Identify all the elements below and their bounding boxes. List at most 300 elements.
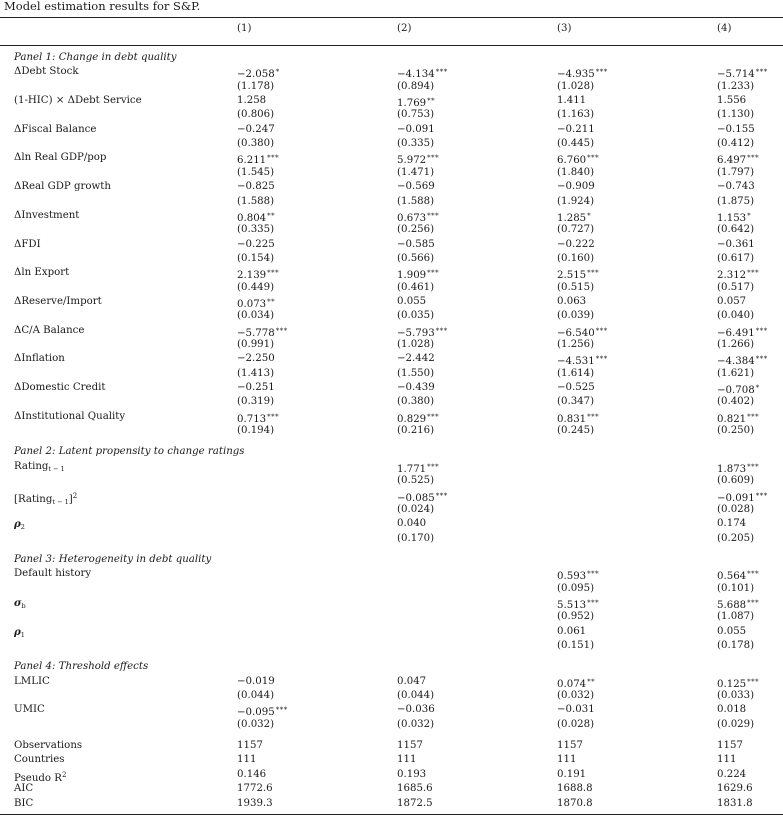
row-label-text: BIC	[14, 797, 34, 809]
estimate-cell	[557, 210, 591, 225]
significance-stars: ***	[595, 326, 608, 335]
column-header: (1)	[237, 23, 252, 34]
std-error-cell: (0.525)	[397, 475, 435, 487]
row-label	[14, 152, 106, 164]
significance-stars: ***	[267, 154, 280, 163]
std-error-cell: (0.033)	[717, 690, 755, 702]
estimate-value: −0.095	[237, 707, 275, 719]
significance-stars: **	[267, 297, 276, 306]
std-error-cell: (1.875)	[717, 195, 755, 207]
row-label-text: ΔDebt Stock	[14, 66, 79, 78]
std-error-cell: (1.797)	[717, 166, 755, 178]
estimate-cell	[397, 124, 435, 136]
estimate-value: 1.873	[717, 463, 747, 475]
stat-label	[14, 783, 33, 795]
row-label-text: ΔDomestic Credit	[14, 382, 106, 394]
stat-value: 0.193	[397, 768, 427, 780]
estimate-cell	[717, 461, 759, 476]
estimate-value: 6.211	[237, 155, 267, 167]
estimate-value: 2.312	[717, 270, 747, 282]
significance-stars: ***	[275, 326, 288, 335]
significance-stars: ***	[595, 68, 608, 77]
std-error-cell: (0.095)	[557, 582, 595, 594]
significance-stars: ***	[427, 412, 440, 421]
significance-stars: ***	[747, 462, 760, 471]
estimate-value: −5.714	[717, 69, 755, 81]
estimate-value: −0.031	[557, 704, 595, 716]
estimate-cell	[397, 152, 439, 167]
row-label	[14, 518, 25, 533]
row-label	[14, 411, 125, 423]
estimate-value: −0.585	[397, 238, 435, 250]
estimate-cell	[557, 296, 586, 308]
stat-label	[14, 754, 65, 766]
row-label-text: ]	[68, 493, 73, 505]
std-error-cell: (1.550)	[397, 367, 435, 379]
estimate-cell	[237, 296, 275, 311]
estimate-value: −0.569	[397, 181, 435, 193]
std-error-cell: (1.840)	[557, 166, 595, 178]
stat-value: 1157	[717, 740, 743, 752]
row-label	[14, 181, 111, 193]
significance-stars: ***	[587, 154, 600, 163]
significance-stars: ***	[747, 598, 760, 607]
std-error-cell: (0.335)	[397, 138, 435, 150]
significance-stars: ***	[435, 326, 448, 335]
estimate-value: 5.513	[557, 599, 587, 611]
significance-stars: ***	[587, 269, 600, 278]
std-error-cell: (0.032)	[397, 718, 435, 730]
estimate-cell	[717, 490, 768, 505]
estimate-value: −0.439	[397, 382, 435, 394]
row-label-subscript: 1	[20, 630, 25, 639]
row-label	[14, 704, 45, 716]
estimate-value: −0.247	[237, 123, 275, 135]
column-header: (3)	[557, 23, 572, 34]
row-label	[14, 66, 79, 78]
std-error-cell: (1.087)	[717, 611, 755, 623]
estimate-cell	[397, 66, 448, 81]
estimate-cell	[717, 124, 755, 136]
header-rule	[0, 45, 783, 46]
estimate-cell	[397, 411, 439, 426]
row-label-text: ρ	[14, 625, 21, 638]
estimate-value: −2.250	[237, 353, 275, 365]
significance-stars: ***	[587, 570, 600, 579]
estimate-value: 0.074	[557, 678, 587, 690]
std-error-cell: (1.028)	[397, 339, 435, 350]
row-label-text: Δln Export	[14, 267, 70, 279]
std-error-cell: (0.250)	[717, 425, 755, 437]
estimate-cell	[717, 181, 755, 193]
row-label-text: AIC	[14, 783, 34, 795]
estimate-value: −4.935	[557, 69, 595, 81]
estimate-value: 0.061	[557, 625, 587, 637]
estimate-cell	[397, 296, 426, 308]
std-error-cell: (0.991)	[237, 339, 275, 350]
estimate-cell	[557, 239, 595, 251]
row-label-text: σ	[14, 596, 22, 609]
significance-stars: ***	[427, 269, 440, 278]
significance-stars: ***	[427, 154, 440, 163]
row-label	[14, 124, 96, 136]
std-error-cell: (0.335)	[237, 224, 275, 236]
estimate-value: −0.222	[557, 238, 595, 250]
significance-stars: ***	[427, 462, 440, 471]
std-error-cell: (1.588)	[237, 195, 275, 207]
std-error-cell: (0.032)	[237, 718, 275, 730]
estimate-value: 1.556	[717, 95, 747, 107]
estimate-cell	[717, 152, 759, 167]
estimate-cell	[237, 152, 279, 167]
significance-stars: ***	[755, 326, 768, 335]
estimate-cell	[717, 411, 759, 426]
std-error-cell: (0.178)	[717, 640, 755, 651]
std-error-cell: (1.621)	[717, 367, 755, 379]
estimate-cell	[717, 325, 768, 340]
std-error-cell: (1.163)	[557, 109, 595, 121]
estimate-value: −0.085	[397, 492, 435, 504]
estimate-value: −5.793	[397, 327, 435, 339]
std-error-cell: (0.609)	[717, 475, 755, 487]
row-label-text: LMLIC	[14, 675, 50, 687]
significance-stars: **	[427, 97, 436, 106]
estimate-value: 0.073	[237, 298, 267, 310]
estimate-cell	[717, 568, 759, 583]
std-error-cell: (0.380)	[397, 396, 435, 408]
std-error-cell: (1.178)	[237, 80, 275, 92]
estimate-value: 6.760	[557, 155, 587, 167]
stat-value: 1157	[237, 740, 263, 752]
estimate-cell	[557, 626, 586, 638]
column-header: (2)	[397, 23, 412, 34]
estimate-cell	[717, 239, 755, 251]
row-label-text: ΔInstitutional Quality	[14, 410, 126, 422]
row-label	[14, 210, 79, 222]
estimate-cell	[717, 267, 759, 282]
row-label-text: ΔFDI	[14, 238, 41, 250]
std-error-cell: (0.035)	[397, 310, 435, 322]
std-error-cell: (0.449)	[237, 281, 275, 293]
std-error-cell: (0.194)	[237, 425, 275, 437]
std-error-cell: (0.154)	[237, 252, 275, 264]
stat-value: 0.224	[717, 768, 747, 780]
estimate-cell	[557, 95, 586, 107]
estimate-cell	[237, 239, 275, 251]
estimate-value: −6.540	[557, 327, 595, 339]
significance-stars: *	[755, 384, 760, 393]
estimate-value: 0.063	[557, 295, 587, 307]
estimate-cell	[237, 210, 275, 225]
estimate-cell	[237, 353, 275, 365]
estimate-value: 1.411	[557, 95, 587, 107]
estimate-value: −0.251	[237, 382, 275, 394]
stat-value: 1688.8	[557, 783, 593, 795]
estimate-value: 5.972	[397, 155, 427, 167]
estimate-value: 6.497	[717, 155, 747, 167]
estimate-cell	[237, 382, 275, 394]
estimate-value: −0.825	[237, 181, 275, 193]
estimate-value: −4.531	[557, 356, 595, 368]
std-error-cell: (0.170)	[397, 532, 435, 544]
estimate-value: −0.211	[557, 123, 595, 135]
estimate-cell	[717, 382, 760, 397]
std-error-cell: (0.044)	[397, 690, 435, 702]
estimate-cell	[717, 676, 759, 691]
row-label-text: Default history	[14, 568, 92, 580]
estimate-value: −0.155	[717, 123, 755, 135]
row-label-superscript: 2	[72, 491, 78, 500]
row-label-text: Countries	[14, 754, 65, 766]
estimate-value: 1.258	[237, 95, 267, 107]
significance-stars: ***	[747, 412, 760, 421]
std-error-cell: (0.642)	[717, 224, 755, 236]
estimate-value: 0.564	[717, 571, 747, 583]
std-error-cell: (0.412)	[717, 138, 755, 150]
row-label-text: ΔInvestment	[14, 209, 80, 221]
bottom-rule	[0, 814, 783, 815]
estimate-value: 0.831	[557, 413, 587, 425]
estimate-cell	[557, 597, 599, 612]
row-label-text: Pseudo R	[14, 772, 62, 784]
estimate-cell	[397, 382, 435, 394]
estimate-cell	[557, 66, 608, 81]
estimate-cell	[557, 325, 608, 340]
estimate-value: 0.047	[397, 675, 427, 687]
row-label	[14, 626, 25, 641]
estimate-cell	[397, 267, 439, 282]
estimate-cell	[557, 181, 595, 193]
std-error-cell: (1.413)	[237, 367, 275, 379]
estimate-value: 1.909	[397, 270, 427, 282]
estimate-cell	[237, 325, 288, 340]
significance-stars: *	[587, 211, 592, 220]
significance-stars: ***	[747, 154, 760, 163]
estimate-value: −4.134	[397, 69, 435, 81]
estimate-cell	[237, 95, 266, 107]
std-error-cell: (0.515)	[557, 281, 595, 293]
estimate-cell	[557, 568, 599, 583]
std-error-cell: (0.256)	[397, 224, 435, 236]
stat-value: 111	[717, 754, 737, 766]
row-label	[14, 325, 84, 337]
std-error-cell: (1.471)	[397, 166, 435, 178]
std-error-cell: (1.614)	[557, 367, 595, 379]
stat-value: 1157	[557, 740, 583, 752]
table-caption: Model estimation results for S&P.	[4, 0, 201, 13]
stat-value: 0.191	[557, 768, 587, 780]
estimate-cell	[717, 597, 759, 612]
std-error-cell: (0.617)	[717, 252, 755, 264]
std-error-cell: (1.233)	[717, 80, 755, 92]
estimate-value: −0.036	[397, 704, 435, 716]
panel-title: Panel 1: Change in debt quality	[14, 52, 177, 63]
estimate-value: 0.673	[397, 212, 427, 224]
estimate-value: −2.442	[397, 353, 435, 365]
estimate-cell	[397, 704, 435, 716]
row-label-text: ΔC/A Balance	[14, 324, 85, 336]
row-label-text: ΔReal GDP growth	[14, 181, 111, 193]
row-label-subscript: 2	[20, 523, 25, 532]
std-error-cell: (1.256)	[557, 339, 595, 350]
estimate-value: 1.153	[717, 212, 747, 224]
std-error-cell: (0.445)	[557, 138, 595, 150]
estimate-value: 1.769	[397, 98, 427, 110]
stat-value: 1629.6	[717, 783, 753, 795]
estimate-cell	[717, 353, 768, 368]
estimate-cell	[397, 461, 439, 476]
std-error-cell: (0.319)	[237, 396, 275, 408]
stat-value: 111	[237, 754, 257, 766]
stat-value: 1870.8	[557, 797, 593, 809]
row-label-text: [Rating	[14, 493, 53, 505]
estimate-value: 0.055	[717, 625, 747, 637]
estimate-value: 0.018	[717, 704, 747, 716]
row-label	[14, 353, 65, 365]
row-label	[14, 267, 69, 279]
row-label-text: Observations	[14, 740, 83, 752]
significance-stars: *	[747, 211, 752, 220]
row-label-text: UMIC	[14, 704, 45, 716]
significance-stars: ***	[587, 598, 600, 607]
panel-title: Panel 4: Threshold effects	[14, 661, 149, 673]
estimate-cell	[557, 382, 595, 394]
estimate-value: −2.058	[237, 69, 275, 81]
std-error-cell: (0.894)	[397, 80, 435, 92]
estimate-cell	[237, 676, 275, 688]
row-label-text: ΔFiscal Balance	[14, 123, 97, 135]
estimate-cell	[237, 411, 279, 426]
estimate-value: 2.139	[237, 270, 267, 282]
row-label	[14, 239, 41, 251]
column-header: (4)	[717, 23, 732, 34]
significance-stars: ***	[587, 412, 600, 421]
estimate-value: −5.778	[237, 327, 275, 339]
row-label	[14, 296, 102, 308]
std-error-cell: (1.588)	[397, 195, 435, 207]
significance-stars: ***	[267, 269, 280, 278]
std-error-cell: (0.028)	[557, 718, 595, 730]
estimate-value: 0.804	[237, 212, 267, 224]
significance-stars: ***	[435, 491, 448, 500]
row-label	[14, 490, 77, 508]
row-label-text: Rating	[14, 460, 49, 472]
std-error-cell: (1.924)	[557, 195, 595, 207]
row-label-text: (1-HIC) × ΔDebt Service	[14, 95, 142, 107]
estimate-cell	[557, 411, 599, 426]
estimate-cell	[237, 66, 280, 81]
estimate-cell	[397, 325, 448, 340]
estimate-cell	[717, 210, 751, 225]
significance-stars: ***	[755, 68, 768, 77]
std-error-cell: (0.024)	[397, 503, 435, 515]
std-error-cell: (0.517)	[717, 281, 755, 293]
stat-label	[14, 798, 33, 810]
row-label-text: Δln Real GDP/pop	[14, 152, 107, 164]
significance-stars: ***	[755, 355, 768, 364]
estimate-value: −0.743	[717, 181, 755, 193]
row-label	[14, 597, 26, 612]
estimate-value: 0.174	[717, 518, 747, 530]
significance-stars: ***	[755, 491, 768, 500]
row-label	[14, 95, 142, 107]
estimate-cell	[717, 66, 768, 81]
std-error-cell: (1.545)	[237, 166, 275, 178]
estimate-value: −0.909	[557, 181, 595, 193]
std-error-cell: (0.205)	[717, 532, 755, 544]
stat-value: 1939.3	[237, 797, 273, 809]
estimate-cell	[397, 676, 426, 688]
estimate-value: 0.713	[237, 413, 267, 425]
estimate-cell	[237, 704, 288, 719]
estimate-value: −0.091	[717, 492, 755, 504]
row-label	[14, 676, 50, 688]
std-error-cell: (0.101)	[717, 582, 755, 594]
estimate-cell	[557, 152, 599, 167]
estimate-value: −0.225	[237, 238, 275, 250]
row-label	[14, 568, 91, 580]
std-error-cell: (0.753)	[397, 109, 435, 121]
estimate-value: −6.491	[717, 327, 755, 339]
std-error-cell: (1.028)	[557, 80, 595, 92]
estimate-value: 0.821	[717, 413, 747, 425]
estimate-cell	[237, 181, 275, 193]
std-error-cell: (0.380)	[237, 138, 275, 150]
row-label	[14, 382, 105, 394]
significance-stars: ***	[267, 412, 280, 421]
estimate-value: 1.771	[397, 463, 427, 475]
estimate-value: −0.019	[237, 675, 275, 687]
stat-value: 1831.8	[717, 797, 753, 809]
estimate-cell	[557, 676, 595, 691]
std-error-cell: (0.245)	[557, 425, 595, 437]
estimate-cell	[397, 353, 435, 365]
stat-value: 111	[557, 754, 577, 766]
estimate-value: −0.091	[397, 123, 435, 135]
estimate-cell	[397, 95, 435, 110]
significance-stars: *	[275, 68, 280, 77]
significance-stars: ***	[747, 570, 760, 579]
std-error-cell: (0.151)	[557, 640, 595, 651]
row-label-text: ΔReserve/Import	[14, 295, 102, 307]
significance-stars: ***	[435, 68, 448, 77]
stat-value: 1872.5	[397, 797, 433, 809]
estimate-cell	[397, 181, 435, 193]
estimate-cell	[237, 267, 279, 282]
row-label-superscript: 2	[61, 770, 67, 779]
stat-label	[14, 740, 82, 752]
estimate-cell	[557, 267, 599, 282]
std-error-cell: (0.032)	[557, 690, 595, 702]
std-error-cell: (0.044)	[237, 690, 275, 702]
std-error-cell: (0.402)	[717, 396, 755, 408]
estimate-cell	[717, 518, 746, 530]
significance-stars: ***	[747, 677, 760, 686]
estimate-value: 0.125	[717, 678, 747, 690]
estimate-cell	[557, 353, 608, 368]
stat-value: 0.146	[237, 768, 267, 780]
estimate-value: 0.055	[397, 295, 427, 307]
estimate-value: 0.057	[717, 295, 747, 307]
estimate-value: −4.384	[717, 356, 755, 368]
estimate-cell	[717, 626, 746, 638]
estimate-value: −0.361	[717, 238, 755, 250]
top-rule	[0, 17, 783, 18]
std-error-cell: (0.952)	[557, 611, 595, 623]
estimate-cell	[557, 704, 595, 716]
estimate-cell	[397, 518, 426, 530]
estimate-value: 0.040	[397, 518, 427, 530]
